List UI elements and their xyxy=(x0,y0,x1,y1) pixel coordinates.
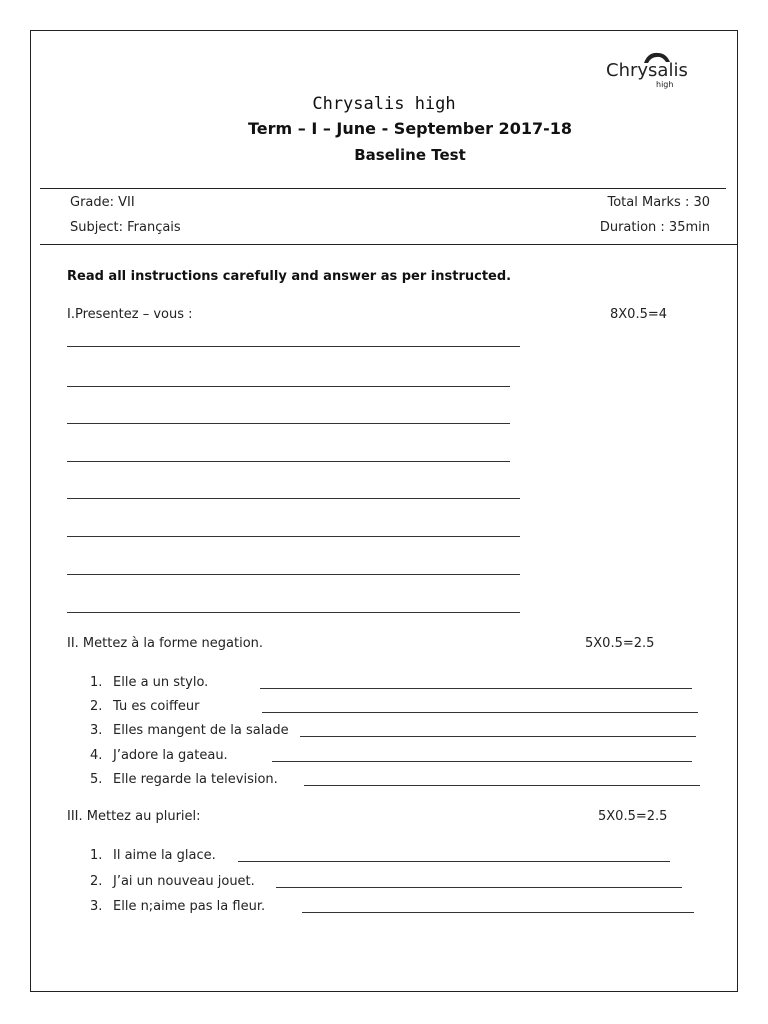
list-item-number: 1. xyxy=(90,675,103,690)
instructions-text: Read all instructions carefully and answer as per instructed. xyxy=(67,269,512,284)
answer-line[interactable] xyxy=(272,761,692,762)
answer-line[interactable] xyxy=(67,498,520,499)
school-logo xyxy=(606,50,706,94)
school-name: Chrysalis high xyxy=(312,94,456,114)
section2-title: II. Mettez à la forme negation. xyxy=(67,636,264,651)
grade-label: Grade: VII xyxy=(70,195,135,210)
answer-line[interactable] xyxy=(260,688,692,689)
list-item-number: 5. xyxy=(90,772,103,787)
section3-title: III. Mettez au pluriel: xyxy=(67,809,201,824)
total-marks-label: Total Marks : 30 xyxy=(607,195,710,210)
answer-line[interactable] xyxy=(67,386,510,387)
list-item-number: 2. xyxy=(90,874,103,889)
answer-line[interactable] xyxy=(67,423,510,424)
answer-line[interactable] xyxy=(67,612,520,613)
list-item-text: Il aime la glace. xyxy=(113,848,216,863)
answer-line[interactable] xyxy=(67,536,520,537)
test-title: Baseline Test xyxy=(354,146,466,164)
list-item-text: Tu es coiffeur xyxy=(113,699,200,714)
list-item-text: Elles mangent de la salade xyxy=(113,723,289,738)
section1-marks: 8X0.5=4 xyxy=(610,307,668,322)
header-divider xyxy=(40,188,726,189)
list-item-number: 3. xyxy=(90,899,103,914)
section1-title: I.Presentez – vous : xyxy=(67,307,193,322)
section2-marks: 5X0.5=2.5 xyxy=(585,636,655,651)
answer-line[interactable] xyxy=(67,346,520,347)
answer-line[interactable] xyxy=(276,887,682,888)
answer-line[interactable] xyxy=(302,912,694,913)
answer-line[interactable] xyxy=(304,785,700,786)
answer-line[interactable] xyxy=(67,574,520,575)
answer-line[interactable] xyxy=(238,861,670,862)
list-item-text: Elle n;aime pas la fleur. xyxy=(113,899,266,914)
list-item-number: 1. xyxy=(90,848,103,863)
list-item-number: 3. xyxy=(90,723,103,738)
answer-line[interactable] xyxy=(300,736,696,737)
list-item-text: J’ai un nouveau jouet. xyxy=(113,874,255,889)
info-divider xyxy=(40,244,738,245)
list-item-number: 2. xyxy=(90,699,103,714)
section3-marks: 5X0.5=2.5 xyxy=(598,809,668,824)
logo-text: Chrysalis xyxy=(606,60,688,81)
list-item-text: J’adore la gateau. xyxy=(113,748,228,763)
answer-line[interactable] xyxy=(67,461,510,462)
subject-label: Subject: Français xyxy=(70,220,181,235)
list-item-number: 4. xyxy=(90,748,103,763)
answer-line[interactable] xyxy=(262,712,698,713)
term-title: Term – I – June - September 2017-18 xyxy=(247,119,572,138)
list-item-text: Elle regarde la television. xyxy=(113,772,278,787)
list-item-text: Elle a un stylo. xyxy=(113,675,209,690)
logo-subtext: high xyxy=(656,80,674,89)
duration-label: Duration : 35min xyxy=(599,220,710,235)
